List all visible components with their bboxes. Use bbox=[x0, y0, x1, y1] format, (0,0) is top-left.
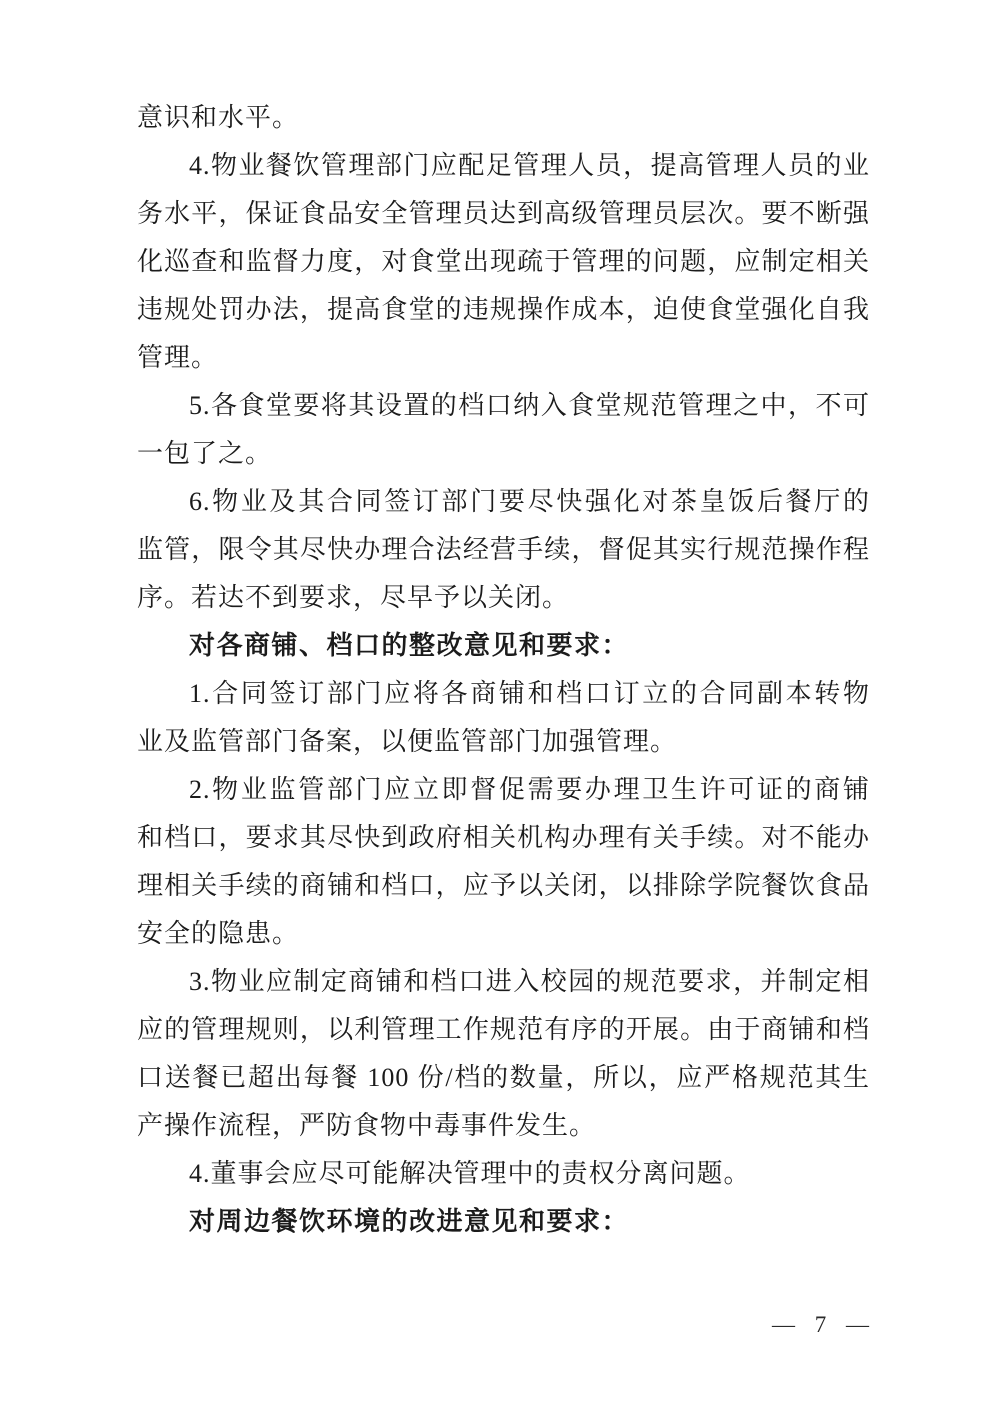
text-line: 4.董事会应尽可能解决管理中的责权分离问题。 bbox=[189, 1159, 751, 1188]
text-line: 意识和水平。 bbox=[137, 103, 300, 132]
section-heading: 对周边餐饮环境的改进意见和要求： bbox=[189, 1207, 630, 1236]
document-body bbox=[137, 94, 870, 1246]
section-heading: 对各商铺、档口的整改意见和要求： bbox=[189, 631, 630, 660]
text-line: 业及监管部门备案，以便监管部门加强管理。 bbox=[137, 727, 678, 756]
text-line: 1.合同签订部门应将各商铺和档口订立的合同副本转物 bbox=[189, 679, 870, 708]
text-line: 4.物业餐饮管理部门应配足管理人员，提高管理人员的业 bbox=[189, 151, 870, 180]
text-line: 口送餐已超出每餐 100 份/档的数量，所以，应严格规范其生 bbox=[137, 1063, 870, 1092]
text-line: 3.物业应制定商铺和档口进入校园的规范要求，并制定相 bbox=[189, 967, 870, 996]
text-line: 务水平，保证食品安全管理员达到高级管理员层次。要不断强 bbox=[137, 199, 870, 228]
text-line: 产操作流程，严防食物中毒事件发生。 bbox=[137, 1111, 597, 1140]
text-line: 监管，限令其尽快办理合法经营手续，督促其实行规范操作程 bbox=[137, 535, 870, 564]
text-line: 违规处罚办法，提高食堂的违规操作成本，迫使食堂强化自我 bbox=[137, 295, 870, 324]
text-line: 和档口，要求其尽快到政府相关机构办理有关手续。对不能办 bbox=[137, 823, 870, 852]
text-line: 5.各食堂要将其设置的档口纳入食堂规范管理之中，不可 bbox=[189, 391, 870, 420]
text-line: 应的管理规则，以利管理工作规范有序的开展。由于商铺和档 bbox=[137, 1015, 870, 1044]
text-line: 2.物业监管部门应立即督促需要办理卫生许可证的商铺 bbox=[189, 775, 870, 804]
text-line: 序。若达不到要求，尽早予以关闭。 bbox=[137, 583, 570, 612]
text-line: 化巡查和监督力度，对食堂出现疏于管理的问题，应制定相关 bbox=[137, 247, 870, 276]
page-number: — 7 — bbox=[772, 1312, 876, 1337]
text-line: 6.物业及其合同签订部门要尽快强化对茶皇饭后餐厅的 bbox=[189, 487, 870, 516]
text-line: 安全的隐患。 bbox=[137, 919, 300, 948]
text-line: 一包了之。 bbox=[137, 439, 273, 468]
text-line: 管理。 bbox=[137, 343, 219, 372]
text-line: 理相关手续的商铺和档口，应予以关闭，以排除学院餐饮食品 bbox=[137, 871, 870, 900]
